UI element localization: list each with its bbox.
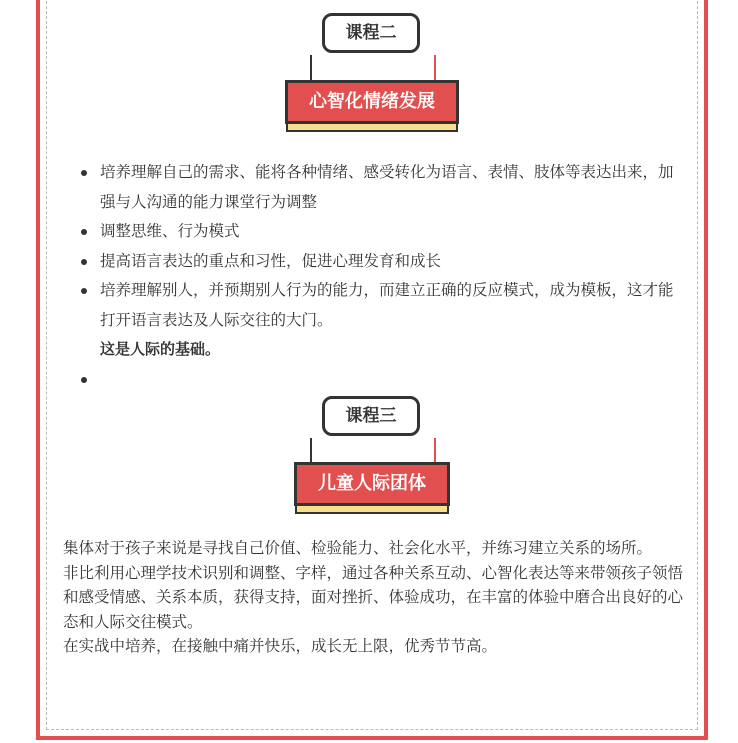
course2-title-banner: 心智化情绪发展	[285, 80, 459, 124]
course3-stem-left	[310, 438, 312, 464]
paragraph: 在实战中培养，在接触中痛并快乐，成长无上限，优秀节节高。	[63, 637, 498, 655]
list-item	[72, 247, 682, 277]
paragraph: 集体对于孩子来说是寻找自己价值、检验能力、社会化水平，并练习建立关系的场所。	[63, 539, 653, 557]
bullet-dot	[81, 288, 87, 294]
bullet-dot	[81, 170, 87, 176]
list-item-text: 培养理解自己的需求、能将各种情绪、感受转化为语言、表情、肢体等表达出来，加强与人沟通的能力课堂行为调整	[100, 163, 674, 211]
list-item	[72, 158, 682, 217]
list-item-text: 培养理解别人，并预期别人行为的能力，而建立正确的反应模式，成为模板，这才能打开语言表达及人际交往的大门。	[100, 281, 674, 329]
list-item-text: 提高语言表达的重点和习性，促进心理发育和成长	[100, 251, 442, 270]
course3-stem-right	[434, 438, 436, 464]
course3-banner-stripe	[295, 506, 449, 514]
list-item	[72, 276, 682, 335]
paragraph: 非比利用心理学技术识别和调整、字样，通过各种关系互动、心智化表达等来带领孩子领悟和感受情感、关系本质，获得支持，面对挫折、体验成功，在丰富的体验中磨合出良好的心态和人际交往模式。	[63, 563, 684, 631]
course2-banner-stripe	[286, 124, 458, 132]
list-item-text: 调整思维、行为模式	[100, 222, 240, 240]
emphasis-text: 这是人际的基础。	[100, 340, 221, 358]
course2-bullet-list	[72, 158, 682, 394]
bullet-dot	[81, 377, 87, 383]
bullet-dot	[81, 259, 87, 265]
course3-title-banner: 儿童人际团体	[294, 462, 450, 506]
course2-stem-left	[310, 55, 312, 82]
list-item	[72, 217, 682, 247]
course3-description	[63, 536, 683, 659]
list-item-text	[100, 370, 105, 388]
course2-tag: 课程二	[322, 13, 420, 53]
course3-tag: 课程三	[322, 396, 420, 436]
bullet-dot	[81, 229, 87, 235]
empty-list-item	[72, 365, 682, 395]
course2-stem-right	[434, 55, 436, 82]
